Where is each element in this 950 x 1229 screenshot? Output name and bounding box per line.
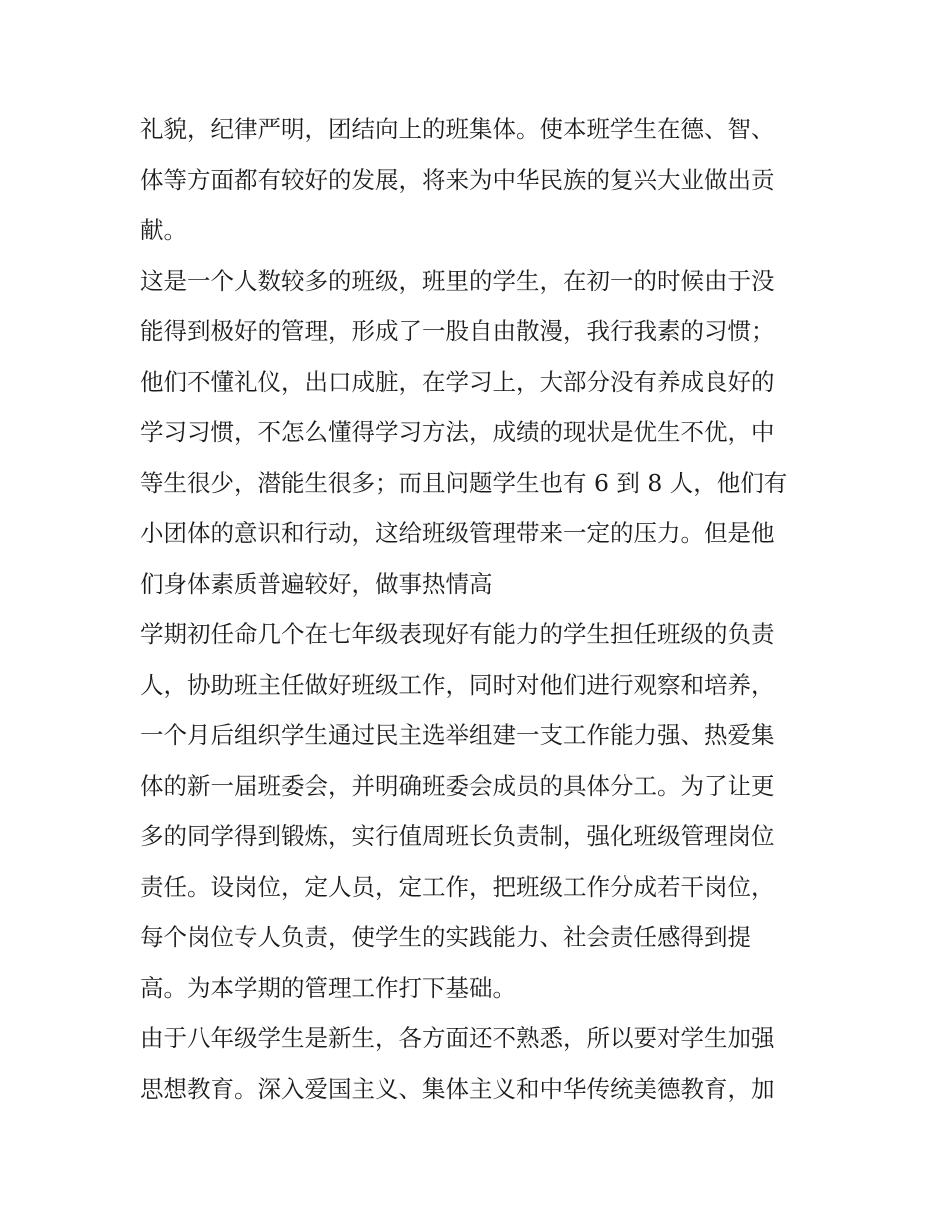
text-line: 每个岗位专人负责，使学生的实践能力、社会责任感得到提: [140, 923, 751, 951]
text-line: 多的同学得到锻炼，实行值周班长负责制，强化班级管理岗位: [140, 822, 775, 850]
text-line: 思想教育。深入爱国主义、集体主义和中华传统美德教育，加: [140, 1074, 775, 1103]
paragraph-class-goals: [140, 104, 820, 256]
text-line: 一个月后组织学生通过民主选举组建一支工作能力强、热爱集: [140, 721, 775, 749]
text-line: 等生很少，潜能生很多；而且问题学生也有 6 到 8 人，他们有: [140, 468, 788, 497]
text-line: 体等方面都有较好的发展，将来为中华民族的复兴大业做出贡: [140, 165, 775, 194]
text-line: 高。为本学期的管理工作打下基础。: [140, 973, 516, 1002]
paragraph-ideological-education: [140, 1013, 820, 1114]
paragraph-class-situation: [140, 256, 820, 610]
text-line: 献。: [140, 216, 187, 244]
text-line: 由于八年级学生是新生，各方面还不熟悉，所以要对学生加强: [140, 1024, 775, 1052]
text-line: 礼貌，纪律严明，团结向上的班集体。使本班学生在德、智、: [140, 115, 775, 143]
text-line: 体的新一届班委会，并明确班委会成员的具体分工。为了让更: [140, 771, 775, 800]
text-line: 能得到极好的管理，形成了一股自由散漫，我行我素的习惯；: [140, 317, 775, 345]
text-line: 学习习惯，不怎么懂得学习方法，成绩的现状是优生不优，中: [140, 418, 775, 446]
text-line: 学期初任命几个在七年级表现好有能力的学生担任班级的负责: [140, 620, 775, 648]
text-line: 小团体的意识和行动，这给班级管理带来一定的压力。但是他: [140, 519, 775, 547]
text-line: 们身体素质普遍较好，做事热情高: [140, 569, 493, 598]
text-line: 人，协助班主任做好班级工作，同时对他们进行观察和培养，: [140, 670, 775, 699]
text-line: 责任。设岗位，定人员，定工作，把班级工作分成若干岗位，: [140, 872, 775, 901]
document-body: [140, 104, 820, 1114]
text-line: 他们不懂礼仪，出口成脏，在学习上，大部分没有养成良好的: [140, 367, 775, 396]
paragraph-class-committee: [140, 609, 820, 1013]
text-line: 这是一个人数较多的班级，班里的学生，在初一的时候由于没: [140, 266, 775, 295]
